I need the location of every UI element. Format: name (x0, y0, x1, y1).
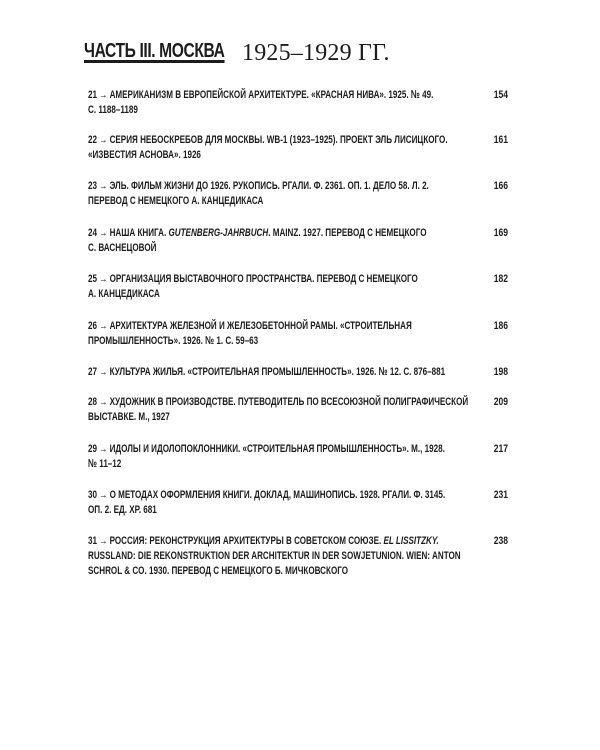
toc-entry-page-number: 238 (493, 535, 508, 547)
toc-entry-line: ВЫСТАВКЕ. М., 1927 (88, 411, 170, 423)
toc-entry-page-number: 231 (493, 489, 508, 501)
toc-entry-page-number: 198 (493, 366, 508, 378)
section-years: 1925–1929 ГГ. (242, 40, 390, 66)
toc-entry-line: 28 → ХУДОЖНИК В ПРОИЗВОДСТВЕ. ПУТЕВОДИТЕЛЬ ПО ВСЕСОЮЗНОЙ ПОЛИГРАФИЧЕСКОЙ (88, 396, 469, 408)
toc-entry-page-number: 161 (493, 134, 508, 146)
toc-entry-page-number: 169 (493, 227, 508, 239)
toc-entry-title (88, 488, 457, 518)
toc-entry-title (88, 319, 457, 349)
toc-entry-title (88, 534, 461, 579)
toc-entry-line: «ИЗВЕСТИЯ АСНОВА». 1926 (88, 149, 201, 161)
toc-entry-line: 25 → ОРГАНИЗАЦИЯ ВЫСТАВОЧНОГО ПРОСТРАНСТВА. ПЕРЕВОД С НЕМЕЦКОГО (88, 273, 418, 285)
table-of-contents (88, 88, 508, 598)
toc-entry-page-number: 186 (493, 320, 508, 332)
toc-entry-title (88, 226, 457, 256)
toc-entry-line: 30 → О МЕТОДАХ ОФОРМЛЕНИЯ КНИГИ. ДОКЛАД, МАШИНОПИСЬ. 1928. РГАЛИ. Ф. 3145. (88, 489, 446, 501)
toc-entry-line: 26 → АРХИТЕКТУРА ЖЕЛЕЗНОЙ И ЖЕЛЕЗОБЕТОННОЙ РАМЫ. «СТРОИТЕЛЬНАЯ (88, 320, 412, 332)
toc-entry-line: 23 → ЭЛЬ. ФИЛЬМ ЖИЗНИ ДО 1926. РУКОПИСЬ. РГАЛИ. Ф. 2361. ОП. 1. ДЕЛО 58. Л. 2. (88, 180, 429, 192)
toc-entry-line: RUSSLAND: DIE REKONSTRUKTION DER ARCHITEKTUR IN DER SOWJETUNION. WIEN: ANTON (88, 550, 461, 562)
toc-entry-title (88, 179, 457, 209)
toc-entry-page-number: 154 (493, 89, 508, 101)
toc-entry-segment: . MAINZ. 1927. ПЕРЕВОД С НЕМЕЦКОГО (268, 227, 427, 239)
toc-entry-page-number: 209 (493, 396, 508, 408)
toc-entry-line: 21 → АМЕРИКАНИЗМ В ЕВРОПЕЙСКОЙ АРХИТЕКТУРЕ. «КРАСНАЯ НИВА». 1925. № 49. (88, 89, 434, 101)
toc-entry-page-number: 217 (493, 443, 508, 455)
toc-entry-page-number: 182 (493, 273, 508, 285)
toc-entry-title (88, 442, 457, 472)
toc-entry-line: А. КАНЦЕДИКАСА (88, 288, 160, 300)
toc-entry-line: 27 → КУЛЬТУРА ЖИЛЬЯ. «СТРОИТЕЛЬНАЯ ПРОМЫШЛЕННОСТЬ». 1926. № 12. С. 876–881 (88, 366, 446, 378)
toc-entry-page-number: 166 (493, 180, 508, 192)
toc-entry-line: № 11–12 (88, 458, 122, 470)
toc-entry-segment: 31 → РОССИЯ: РЕКОНСТРУКЦИЯ АРХИТЕКТУРЫ В СОВЕТСКОМ СОЮЗЕ. (88, 535, 384, 547)
toc-entry-line (88, 534, 457, 549)
toc-entry-title (88, 88, 457, 118)
toc-entry-line: С. 1188–1189 (88, 104, 138, 116)
toc-entry-italic-title: GUTENBERG-JAHRBUCH (168, 227, 269, 239)
toc-entry-title (88, 365, 457, 380)
toc-entry-line: 22 → СЕРИЯ НЕБОСКРЕБОВ ДЛЯ МОСКВЫ. WB-1 (1923–1925). ПРОЕКТ ЭЛЬ ЛИСИЦКОГО. (88, 134, 448, 146)
toc-entry-italic-author: EL LISSITZKY. (383, 535, 439, 547)
toc-entry-line (88, 226, 457, 241)
toc-entry-title (88, 395, 469, 425)
section-part-label: ЧАСТЬ III. МОСКВА (84, 40, 225, 62)
toc-entry-line: SCHROL & CO. 1930. ПЕРЕВОД С НЕМЕЦКОГО Б. МИЧКОВСКОГО (88, 565, 349, 577)
toc-entry-title (88, 133, 457, 163)
toc-entry-title (88, 272, 457, 302)
toc-entry-line: 29 → ИДОЛЫ И ИДОЛОПОКЛОННИКИ. «СТРОИТЕЛЬНАЯ ПРОМЫШЛЕННОСТЬ». М., 1928. (88, 443, 445, 455)
toc-entry-line: С. ВАСНЕЦОВОЙ (88, 242, 157, 254)
section-header (84, 40, 524, 76)
toc-entry-line: ПРОМЫШЛЕННОСТЬ». 1926. № 1. С. 59–63 (88, 335, 259, 347)
toc-entry-line: ОП. 2. ЕД. ХР. 681 (88, 504, 157, 516)
toc-entry-line: ПЕРЕВОД С НЕМЕЦКОГО А. КАНЦЕДИКАСА (88, 195, 264, 207)
toc-entry-segment: 24 → НАША КНИГА. (88, 227, 169, 239)
